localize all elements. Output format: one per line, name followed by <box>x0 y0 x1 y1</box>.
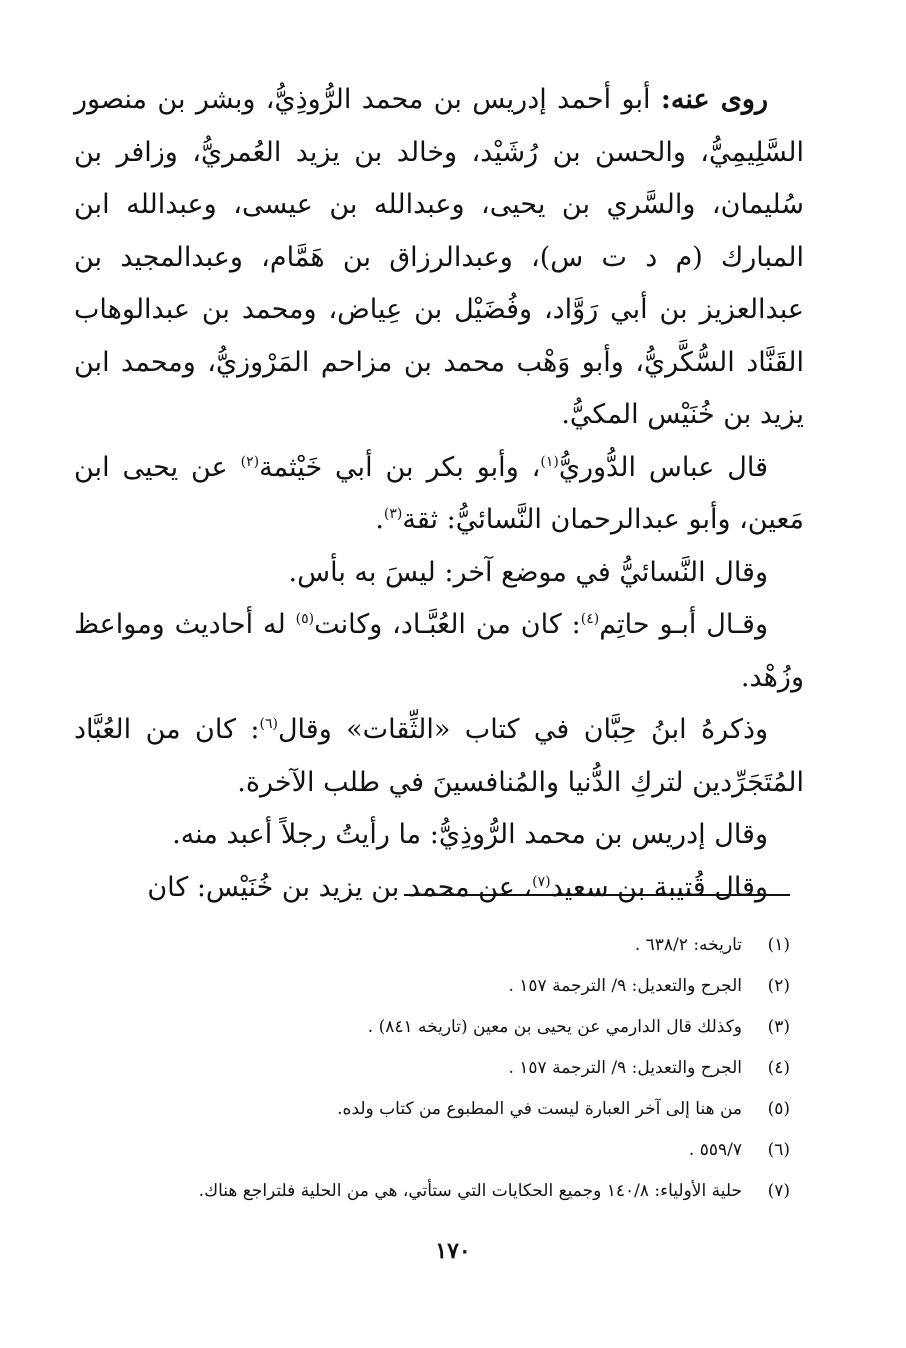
footnote-text: من هنا إلى آخر العبارة ليست في المطبوع من كتاب ولده. <box>337 1099 742 1119</box>
footnote-ref[interactable]: (٦) <box>259 716 278 732</box>
footnote-ref[interactable]: (٧) <box>532 873 551 890</box>
paragraph-narrators: روى عنه: أبو أحمد إدريس بن محمد الرُّوذِيُّ، وبشر بن منصور السَّلِيمِيُّ، والحسن بن رُشَيْد، وخالد بن يزيد العُمريُّ، وزافر بن سُليمان، والسَّري بن يحيى، وعبدالله بن عيسى، وعبدالله ابن المبارك (م د ت س)، وعبدالرزاق بن هَمَّام، وعبدالمجيد بن عبدالعزيز بن أبي رَوَّاد، وفُضَيْل بن عِياض، ومحمد بن عبدالوهاب القَنَّاد السُّكَّريُّ، وأبو وَهْب محمد بن مزاحم المَرْوزيُّ، ومحمد ابن يزيد بن خُنَيْس المكيُّ. <box>74 84 804 430</box>
footnote-number: (٣) <box>767 1017 790 1037</box>
footnote-ref[interactable]: (٢) <box>240 453 260 470</box>
footnote-number: (٤) <box>767 1058 790 1078</box>
paragraph-idris: وقال إدريس بن محمد الرُّوذِيُّ: ما رأيتُ رجلاً أعبد منه. <box>172 819 768 850</box>
paragraph-ibn-hibban: وذكرهُ ابنُ حِبَّان في كتاب «الثِّقات» وقال$^{(٦)}$: كان من العُبَّاد المُتَجَرِّدين لتركِ الدُّنيا والمُنافسينَ في طلب الآخرة. <box>74 714 804 798</box>
footnote-text: الجرح والتعديل: ٩/ الترجمة ١٥٧ . <box>508 1058 742 1078</box>
paragraph-nasai: وقال النَّسائيُّ في موضع آخر: ليسَ به بأس. <box>288 556 768 588</box>
footnote-text: حلية الأولياء: ١٤٠/٨ وجميع الحكايات التي ستأتي، هي من الحلية فلتراجع هناك. <box>198 1181 742 1201</box>
footnote-item <box>78 1012 790 1042</box>
page-number: ١٧٠ <box>435 1238 471 1264</box>
footnote-item <box>78 930 790 960</box>
footnote-number: (٥) <box>767 1099 790 1119</box>
footnote-text: الجرح والتعديل: ٩/ الترجمة ١٥٧ . <box>508 976 742 996</box>
footnote-text: ٥٥٩/٧ . <box>688 1140 742 1160</box>
footnote-separator <box>404 894 790 896</box>
paragraph-lead: روى عنه: <box>660 84 768 115</box>
footnote-number: (١) <box>767 935 790 955</box>
footnote-ref[interactable]: (١) <box>540 453 559 470</box>
paragraph-thiqa: قال عباس الدُّوريُّ$^{(١)}$، وأبو بكر بن أبي خَيْثمة$^{(٢)}$ عن يحيى ابن مَعين، وأبو عبدالرحمان النَّسائيُّ: ثقة$^{(٣)}$. <box>74 451 804 535</box>
footnote-item <box>78 1094 790 1124</box>
footnotes <box>78 930 790 1217</box>
footnote-ref[interactable]: (٤) <box>580 611 600 627</box>
footnote-number: (٦) <box>767 1140 790 1160</box>
footnote-text: تاريخه: ٦٣٨/٢ . <box>634 935 742 955</box>
footnote-item <box>78 1135 790 1165</box>
footnote-number: (٢) <box>767 976 790 996</box>
main-text <box>74 74 804 914</box>
footnote-ref[interactable]: (٥) <box>295 611 315 627</box>
footnote-number: (٧) <box>767 1181 790 1201</box>
paragraph-abu-hatim: وقـال أبـو حاتِم$^{(٤)}$: كان من العُبَّـاد، وكانت$^{(٥)}$ له أحاديث ومواعظ وزُهْد. <box>74 609 804 693</box>
footnote-text: وكذلك قال الدارمي عن يحيى بن معين (تاريخه ٨٤١) . <box>367 1017 742 1037</box>
footnote-item <box>78 1176 790 1206</box>
footnote-item <box>78 971 790 1001</box>
footnote-item <box>78 1053 790 1083</box>
paragraph-qutayba: وقال قُتيبة بن سعيد$^{(٧)}$، عن محمد بن يزيد بن خُنَيْس: كان <box>147 871 768 903</box>
footnote-ref[interactable]: (٣) <box>383 506 403 522</box>
